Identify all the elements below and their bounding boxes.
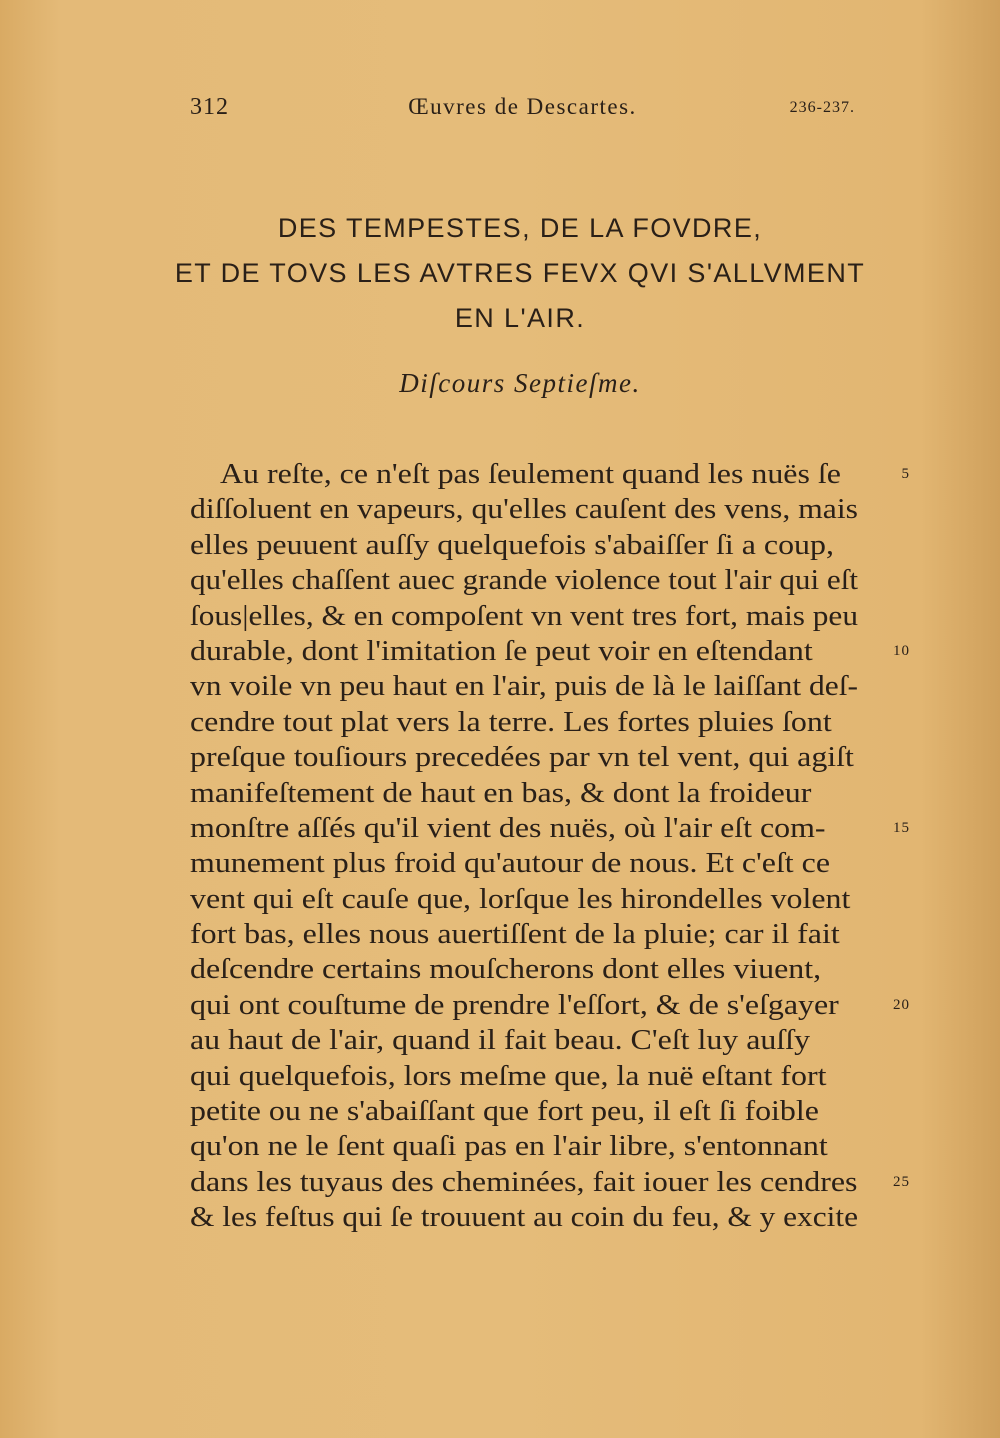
text-line	[190, 599, 870, 634]
text-line-content: cendre tout plat vers la terre. Les fortes pluies ſont	[190, 706, 832, 738]
text-line	[190, 705, 870, 740]
line-number: 10	[893, 643, 910, 659]
line-number: 25	[893, 1174, 910, 1190]
text-line	[190, 528, 870, 563]
text-line	[190, 846, 870, 881]
text-line-content: qu'elles chaſſent auec grande violence tout l'air qui eſt	[190, 565, 858, 597]
text-line	[190, 1023, 870, 1058]
running-head	[190, 90, 855, 130]
text-line-content: qui ont couſtume de prendre l'eſſort, & de s'eſgayer	[190, 989, 839, 1021]
line-number: 15	[893, 820, 910, 836]
text-line	[190, 952, 870, 987]
line-number: 5	[901, 466, 910, 482]
text-line	[190, 1094, 870, 1129]
text-line	[190, 492, 870, 527]
text-line-content: petite ou ne s'abaiſſant que fort peu, il eſt ſi foible	[190, 1096, 819, 1128]
text-line-content: elles peuuent auſſy quelquefois s'abaiſſer ſi a coup,	[190, 529, 834, 561]
text-line-content: durable, dont l'imitation ſe peut voir en eſtendant	[190, 635, 813, 667]
line-number: 20	[893, 997, 910, 1013]
chapter-title-line: EN L'AIR.	[454, 303, 586, 333]
text-line-content: qui quelquefois, lors meſme que, la nuë eſtant fort	[190, 1060, 827, 1092]
text-line	[190, 669, 870, 704]
text-line	[190, 1129, 870, 1164]
text-line-content: fort bas, elles nous auertiſſent de la pluie; car il fait	[190, 919, 840, 951]
text-line	[190, 740, 870, 775]
text-line-content: Au reſte, ce n'eſt pas ſeulement quand les nuës ſe	[220, 459, 841, 490]
text-line-content: diſſoluent en vapeurs, qu'elles cauſent des vens, mais	[190, 494, 858, 526]
text-line	[190, 1059, 870, 1094]
text-line-content: vent qui eſt cauſe que, lorſque les hirondelles volent	[190, 883, 851, 915]
text-line-content: & les feſtus qui ſe trouuent au coin du feu, & y excite	[190, 1202, 858, 1234]
text-line	[190, 634, 870, 669]
page-range: 236-237.	[789, 99, 855, 116]
text-line	[190, 811, 870, 846]
chapter-title-line: ET DE TOVS LES AVTRES FEVX QVI S'ALLVMENT	[174, 258, 866, 288]
text-line	[190, 917, 870, 952]
text-line-content: dans les tuyaus des cheminées, fait iouer les cendres	[190, 1166, 858, 1198]
running-title: Œuvres de Descartes.	[408, 94, 637, 119]
chapter-subtitle: Diſcours Septieſme.	[399, 368, 641, 398]
chapter-title	[150, 206, 890, 341]
text-line	[190, 882, 870, 917]
text-line	[190, 988, 870, 1023]
body-text	[190, 457, 870, 1236]
text-line-content: manifeſtement de haut en bas, & dont la froideur	[190, 777, 812, 809]
text-line-content: ſous|elles, & en compoſent vn vent tres fort, mais peu	[190, 600, 858, 632]
text-line-content: qu'on ne le ſent quaſi pas en l'air libre, s'entonnant	[190, 1131, 828, 1163]
text-line-content: preſque touſiours precedées par vn tel vent, qui agiſt	[190, 742, 854, 774]
text-line	[190, 776, 870, 811]
text-line	[190, 1200, 870, 1235]
text-line-content: vn voile vn peu haut en l'air, puis de là le laiſſant deſ-	[190, 671, 858, 703]
text-line	[190, 563, 870, 598]
text-line	[190, 1165, 870, 1200]
text-line-content: munement plus froid qu'autour de nous. Et c'eſt ce	[190, 848, 830, 880]
text-line	[190, 457, 870, 492]
text-line-content: deſcendre certains mouſcherons dont elles viuent,	[190, 954, 822, 986]
text-line-content: au haut de l'air, quand il fait beau. C'eſt luy auſſy	[190, 1025, 811, 1057]
text-line-content: monſtre aſſés qu'il vient des nuës, où l'air eſt com-	[190, 812, 826, 844]
page-number: 312	[190, 94, 229, 120]
chapter-title-line: DES TEMPESTES, DE LA FOVDRE,	[277, 213, 763, 243]
